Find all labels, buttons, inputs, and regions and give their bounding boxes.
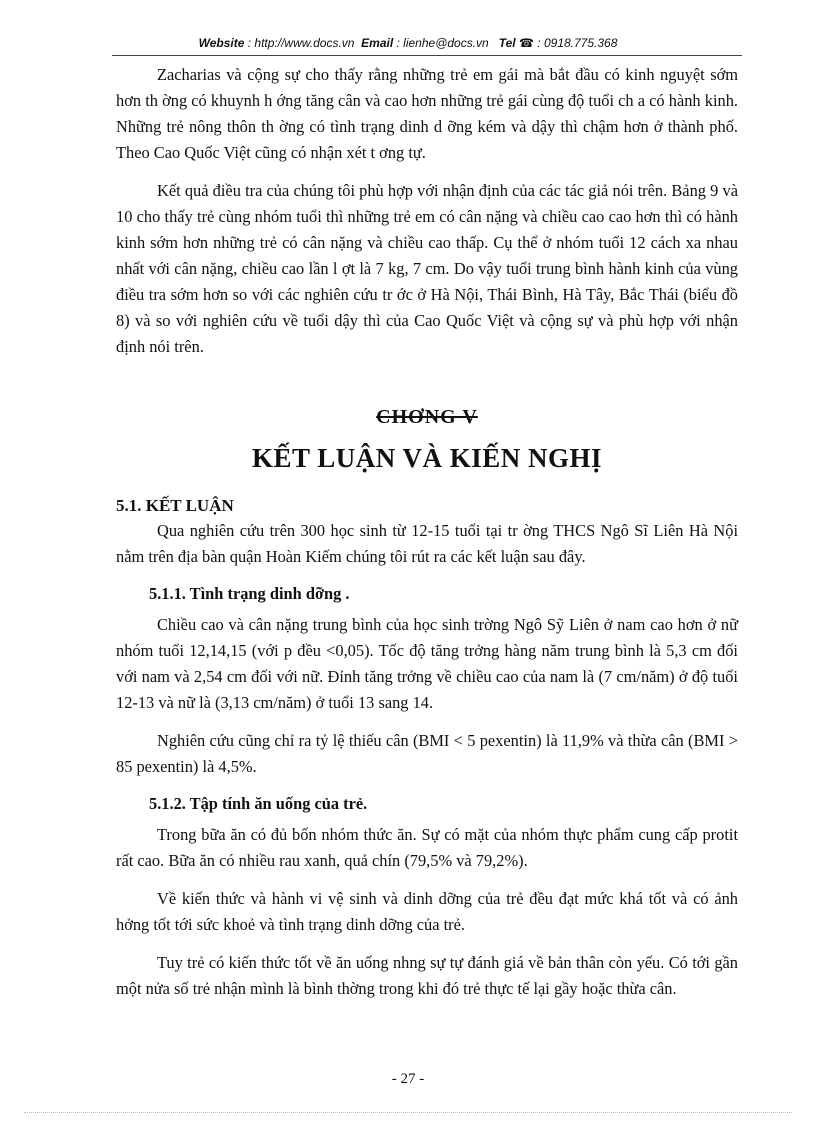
tel-value: : 0918.775.368 — [537, 36, 618, 50]
website-value[interactable]: : http://www.docs.vn — [247, 36, 355, 50]
section-heading-5-1: 5.1. KẾT LUẬN — [116, 496, 234, 515]
page-number: - 27 - — [391, 1071, 425, 1087]
section-5-1-2-paragraph: Tuy trẻ có kiến thức tốt về ăn uống nhng sự tự đánh giá về bản thân còn yếu. Có tới gần một nửa số trẻ nhận mình là bình thờng trong khi đó trẻ thực tế lại gầy hoặc thừa cân. — [116, 953, 738, 998]
section-5-1-1-paragraph: Nghiên cứu cũng chỉ ra tỷ lệ thiếu cân (BMI < 5 pexentin) là 11,9% và thừa cân (BMI > 85 pexentin) là 4,5%. — [116, 731, 738, 776]
header-divider — [112, 55, 742, 56]
phone-icon: ☎ — [519, 36, 534, 50]
section-5-1-2-paragraph: Trong bữa ăn có đủ bốn nhóm thức ăn. Sự có mặt của nhóm thực phẩm cung cấp protit rất cao. Bữa ăn có nhiều rau xanh, quả chín (79,5% và 79,2%). — [116, 825, 738, 870]
section-5-1-1-paragraph: Chiều cao và cân nặng trung bình của học sinh trờng Ngô Sỹ Liên ở nam cao hơn ở nữ nhóm tuổi 12,14,15 (với p đều <0,05). Tốc độ tăng trởng hàng năm trung bình là 5,3 cm đối với nam và 2,54 cm đối với nữ. Đỉnh tăng trởng về chiều cao của nam là (7 cm/năm) ở độ tuổi 12-13 và nữ là (3,13 cm/năm) ở tuổi 13 sang 14. — [116, 615, 738, 712]
email-label: Email — [361, 36, 394, 50]
section-5-1-intro: Qua nghiên cứu trên 300 học sinh từ 12-15 tuổi tại tr ờng THCS Ngô Sĩ Liên Hà Nội nằm trên địa bàn quận Hoàn Kiếm chúng tôi rút ra các kết luận sau đây. — [116, 521, 738, 566]
chapter-label: CHƠNG V — [376, 406, 478, 428]
page-body — [116, 62, 738, 1014]
section-heading-5-1-1: 5.1.1. Tình trạng dinh dỡng . — [149, 584, 350, 603]
section-5-1-2-paragraph: Về kiến thức và hành vi vệ sinh và dinh dỡng của trẻ đều đạt mức khá tốt và có ảnh hởng tốt tới sức khoẻ và tình trạng dinh dỡng của trẻ. — [116, 889, 738, 934]
website-label: Website — [198, 36, 245, 50]
section-heading-5-1-2: 5.1.2. Tập tính ăn uống của trẻ. — [149, 794, 368, 813]
page-header — [0, 36, 816, 50]
paragraph-top-1: Zacharias và cộng sự cho thấy rằng những trẻ em gái mà bắt đầu có kinh nguyệt sớm hơn th ờng có khuynh h ớng tăng cân và cao hơn những trẻ gái cùng độ tuổi ch a có hành kinh. Những trẻ nông thôn th ờng có tình trạng dinh d ỡng kém và dậy thì chậm hơn ở thành phố. Theo Cao Quốc Việt cũng có nhận xét t ơng tự. — [116, 65, 738, 162]
email-value[interactable]: : lienhe@docs.vn — [396, 36, 489, 50]
page-bottom-divider — [24, 1112, 792, 1113]
tel-label: Tel — [498, 36, 516, 50]
paragraph-top-2: Kết quả điều tra của chúng tôi phù hợp với nhận định của các tác giả nói trên. Bảng 9 và 10 cho thấy trẻ cùng nhóm tuổi thì những trẻ em có cân nặng và chiều cao cao hơn thì có hành kinh sớm hơn những trẻ có cân nặng và chiều cao thấp. Cụ thể ở nhóm tuổi 12 cách xa nhau nhất với cân nặng, chiều cao lần l ợt là 7 kg, 7 cm. Do vậy tuổi trung bình hành kinh của vùng điều tra sớm hơn so với các nghiên cứu tr ớc ở Hà Nội, Thái Bình, Hà Tây, Bắc Thái (biểu đồ 8) và so với nghiên cứu về tuổi dậy thì của Cao Quốc Việt và cộng sự và phù hợp với nhận định nói trên. — [116, 181, 738, 356]
chapter-title: KẾT LUẬN VÀ KIẾN NGHỊ — [251, 443, 603, 473]
